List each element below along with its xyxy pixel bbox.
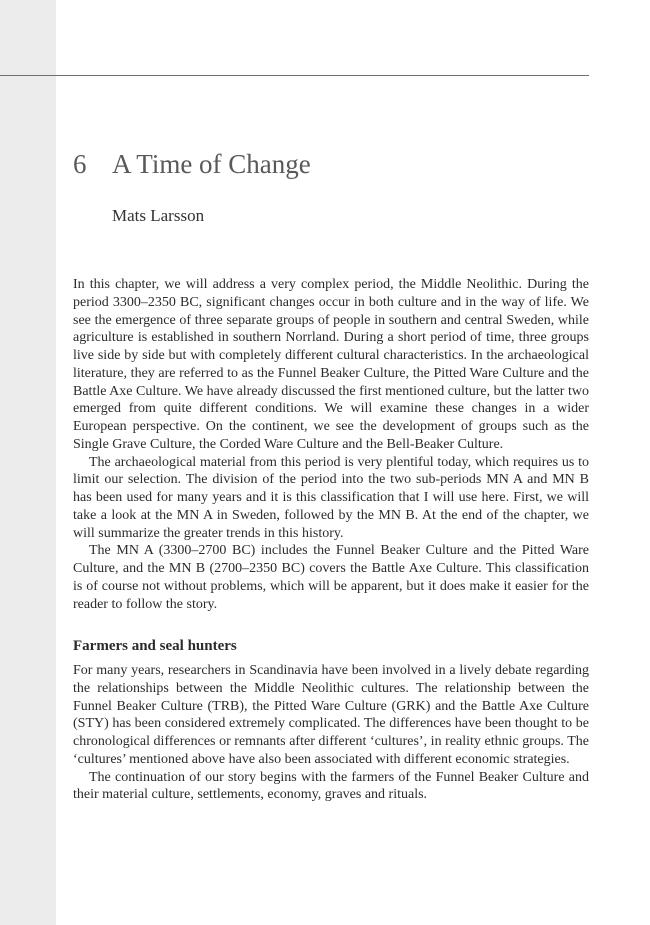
paragraph: In this chapter, we will address a very complex period, the Middle Neolithic. During the period 3300–2350 BC, significant changes occur in both culture and in the way of life. We see the emergence of three separate groups of people in southern and central Sweden, while agriculture is established in southern Norrland. During a short period of time, three groups live side by side but with completely different cultural characteristics. In the archaeological literature, they are referred to as the Funnel Beaker Culture, the Pitted Ware Culture and the Battle Axe Culture. We have already discussed the first mentioned culture, but the latter two emerged from quite different conditions. We will examine these changes in a wider European perspective. On the continent, we see the development of groups such as the Single Grave Culture, the Corded Ware Culture and the Bell-Beaker Culture.: [73, 277, 589, 452]
section-text: [73, 662, 589, 804]
intro-text: [73, 276, 589, 613]
chapter-author: Mats Larsson: [112, 206, 205, 225]
header-rule: [0, 75, 589, 76]
paragraph: For many years, researchers in Scandinavia have been involved in a lively debate regarding the relationships between the Middle Neolithic cultures. The relationship between the Funnel Beaker Culture (TRB), the Pitted Ware Culture (GRK) and the Battle Axe Culture (STY) has been considered extremely complicated. The differences have been thought to be chronological differences or remnants after different ‘cultures’, in reality ethnic groups. The ‘cultures’ mentioned above have also been associated with different economic strategies.: [73, 663, 589, 767]
page-margin-gutter: [0, 0, 56, 925]
paragraph: The archaeological material from this period is very plentiful today, which requires us to limit our selection. The division of the period into the two sub-periods MN A and MN B has been used for many years and it is this classification that I will use here. First, we will take a look at the MN A in Sweden, followed by the MN B. At the end of the chapter, we will summarize the greater trends in this history.: [73, 454, 589, 541]
chapter-heading: [73, 147, 311, 181]
chapter-number: 6: [73, 149, 87, 179]
paragraph: The continuation of our story begins with the farmers of the Funnel Beaker Culture and their material culture, settlements, economy, graves and rituals.: [73, 769, 589, 803]
paragraph: The MN A (3300–2700 BC) includes the Funnel Beaker Culture and the Pitted Ware Culture, and the MN B (2700–2350 BC) covers the Battle Axe Culture. This classification is of course not without problems, which will be apparent, but it does make it easier for the reader to follow the story.: [73, 543, 589, 612]
section-heading: Farmers and seal hunters: [73, 638, 237, 654]
chapter-title: A Time of Change: [112, 149, 311, 179]
